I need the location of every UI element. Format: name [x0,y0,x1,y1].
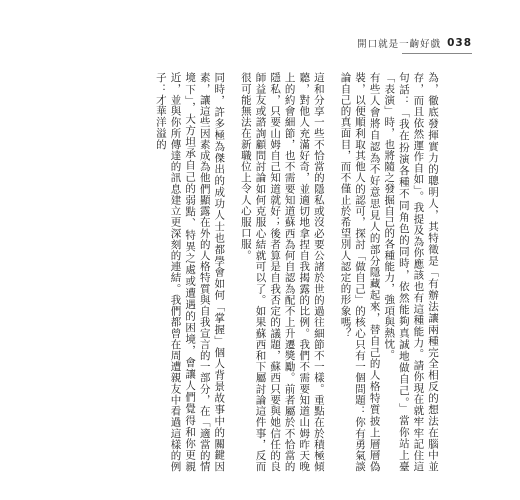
paragraph: 同時，許多極為傑出的成功人士也都學會如何「掌握」個人背景故事中的關鍵因素，讓這些因素成為他們顯露在外的人格特質與自我宣言的一部分，在「適當的情境下」，大方坦承自己的弱點、特異之處或遭遇的困境，會讓人們覺得和你更親近，並與你所傳達的訊息建立更深刻的連結。我們都曾在周遭親友中看過這樣的例子：才華洋溢的 [154,72,226,472]
paragraph: 這和分享一些不恰當的隱私或沒必要公諸於世的過往細節不一樣。重點在於積極傾聽，對他人充滿好奇，並適切地拿捏自我揭露的比例。我們不需要知道山姆昨天晚上的約會細節，也不需要知道蘇西為何自認為配不上升遷獎勵。前者屬於不恰當的隱私，只要山姆自己知道就好；後者算是自我否定的議題，蘇西只要與她信任的良師益友或諮詢顧問討論如何克服心結就可以了。如果蘇西和下屬討論這件事，反而很可能無法在新職位上令人心服口服。 [239,72,325,472]
header-rule [402,53,472,54]
running-header [357,36,472,50]
body-text [96,72,440,472]
page-number: 038 [447,37,472,49]
paragraph: 為，徹底發揮實力的聰明人，其特徵是「有辦法讓兩種完全相反的想法在腦中並存，而且依然運作自如」。我提及為你應該也有這種能力。請你現在就牢牢記住這句話：「我在扮演各種不同角色的同時，依然能夠真誠地做自己。」當你站上臺「表演」時，也將隨之發掘自己的各種能力，強項與熱忱。 [383,72,439,472]
running-title: 開口就是一齣好戲 [357,39,442,50]
paragraph: 有些人會將自認為不好意思見人的部分隱藏起來，替自己的人格特質披上層層偽裝，以便順利取其他人的認可，探討「做自己」的核心只有一個問題：你有勇氣談論自己的真面目，而不僅止於希望別人認定的形象嗎？ [339,72,381,472]
